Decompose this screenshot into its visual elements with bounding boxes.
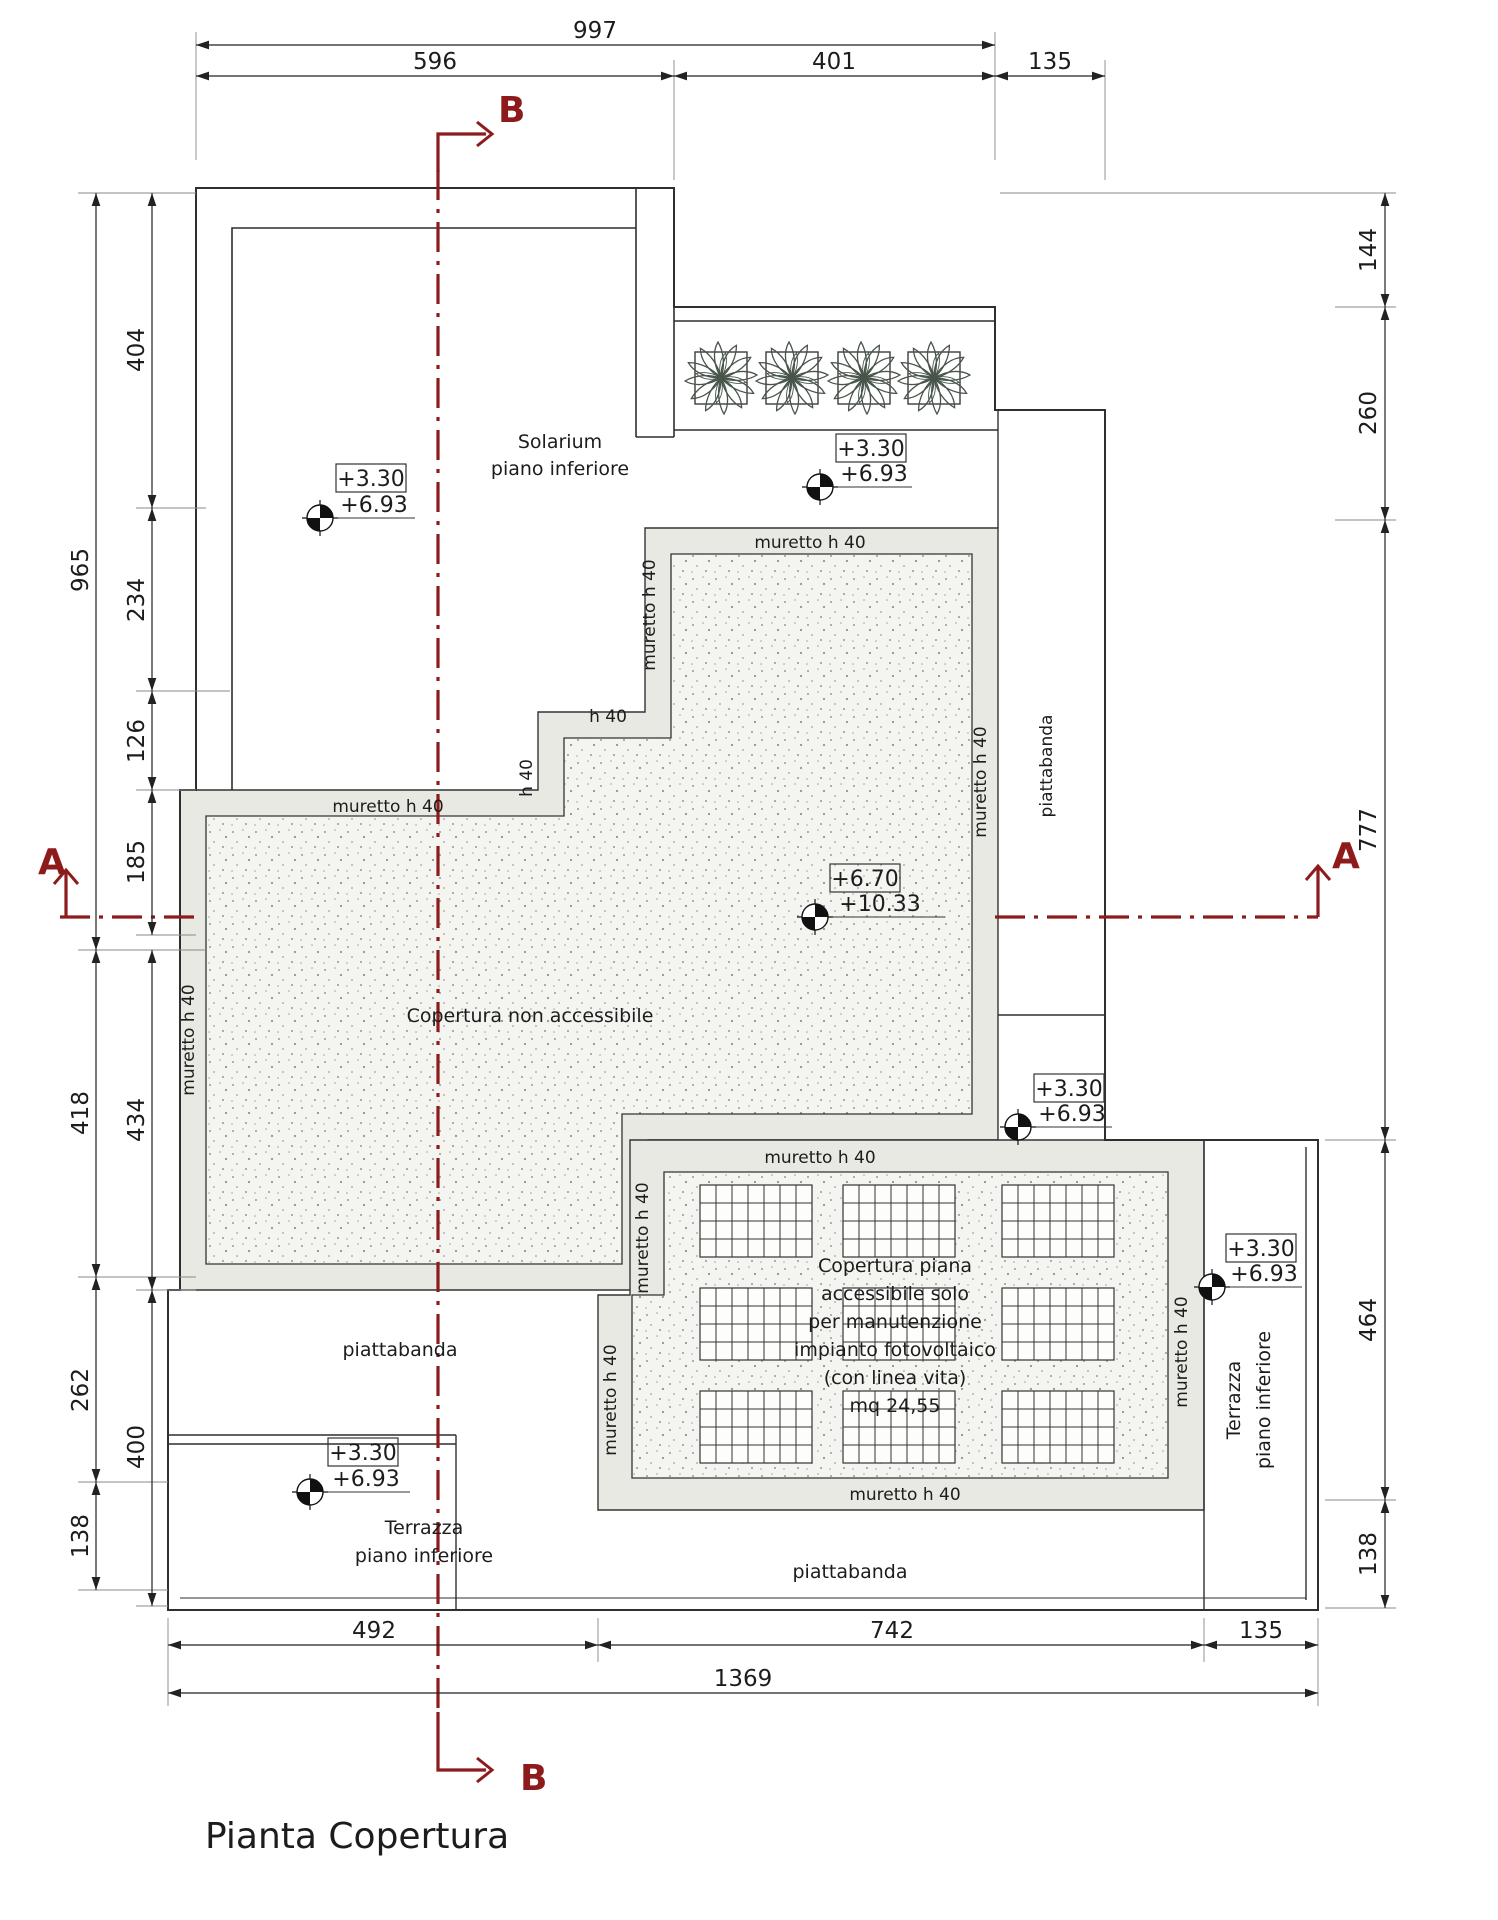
muretto-label: muretto h 40	[849, 1485, 961, 1505]
plant-icon	[828, 342, 900, 414]
solarium-label2: piano inferiore	[490, 458, 630, 480]
svg-text:+3.30: +3.30	[1227, 1237, 1295, 1262]
dim-label: 404	[124, 328, 150, 372]
plant-icon	[898, 342, 970, 414]
svg-text:+3.30: +3.30	[1035, 1077, 1103, 1102]
muretto-label: muretto h 40	[179, 984, 199, 1096]
svg-text:+6.93: +6.93	[332, 1467, 400, 1492]
dim-label: 135	[1239, 1618, 1283, 1644]
piattabanda-left-label: piattabanda	[342, 1339, 458, 1361]
muretto-label: muretto h 40	[640, 559, 660, 671]
dim-label: 418	[68, 1091, 94, 1135]
terrazza-left-label2: piano inferiore	[354, 1545, 494, 1567]
piattabanda-bottom-label: piattabanda	[792, 1561, 908, 1583]
muretto-label: muretto h 40	[764, 1148, 876, 1168]
dim-label: 1369	[713, 1666, 773, 1692]
level-marker-right-notch	[1000, 1074, 1112, 1145]
planter-icons	[685, 342, 970, 414]
solar-text: per manutenzione	[808, 1311, 982, 1333]
dim-label: 144	[1356, 228, 1382, 272]
level-marker-right-terrace	[1194, 1234, 1302, 1305]
muretto-label: muretto h 40	[754, 533, 866, 553]
level-marker-left-terrace	[292, 1438, 410, 1510]
copertura-label: Copertura non accessibile	[406, 1005, 654, 1027]
terrazza-right-label2: piano inferiore	[1253, 1330, 1275, 1470]
h40-label: h 40	[517, 759, 537, 797]
section-label-b-top: B	[498, 90, 526, 131]
dim-label: 262	[68, 1368, 94, 1412]
dim-label: 260	[1356, 391, 1382, 435]
dim-label: 126	[124, 719, 150, 763]
dim-label: 965	[68, 548, 94, 592]
svg-text:+10.33: +10.33	[839, 892, 921, 917]
terrazza-left-label: Terrazza	[384, 1517, 464, 1539]
dim-label: 742	[870, 1618, 914, 1644]
solar-text: (con linea vita)	[823, 1367, 967, 1389]
plant-icon	[756, 342, 828, 414]
dim-label: 997	[573, 18, 617, 44]
h40-label: h 40	[589, 707, 627, 727]
solarium-label: Solarium	[517, 431, 603, 453]
dim-label: 234	[124, 578, 150, 622]
dim-label: 185	[124, 840, 150, 884]
dim-label: 400	[124, 1425, 150, 1469]
svg-text:+6.93: +6.93	[340, 493, 408, 518]
solar-text: accessibile solo	[820, 1283, 970, 1305]
svg-text:+6.93: +6.93	[1230, 1262, 1298, 1287]
level-marker-solarium	[302, 464, 415, 536]
section-label-a-left: A	[38, 842, 66, 883]
level-marker-top-center	[802, 434, 912, 505]
dim-label: 464	[1356, 1298, 1382, 1342]
dim-label: 138	[68, 1514, 94, 1558]
piattabanda-label: piattabanda	[1037, 714, 1057, 818]
dim-label: 777	[1356, 808, 1382, 852]
svg-text:+3.30: +3.30	[337, 467, 405, 492]
muretto-label: muretto h 40	[1172, 1296, 1192, 1408]
solar-text: Copertura piana	[817, 1255, 973, 1277]
muretto-label: muretto h 40	[633, 1182, 653, 1294]
dim-label: 138	[1356, 1532, 1382, 1576]
dim-label: 596	[413, 49, 457, 75]
svg-text:+6.70: +6.70	[831, 867, 899, 892]
dim-label: 434	[124, 1098, 150, 1142]
svg-text:+6.93: +6.93	[840, 462, 908, 487]
drawing-title: Pianta Copertura	[205, 1816, 510, 1857]
dim-label: 135	[1028, 49, 1072, 75]
plant-icon	[685, 342, 757, 414]
section-label-b-bottom: B	[520, 1758, 548, 1799]
terrazza-right-label: Terrazza	[1223, 1360, 1245, 1440]
solar-text: impianto fotovoltaico	[794, 1339, 996, 1361]
dim-label: 401	[812, 49, 856, 75]
section-label-a-right: A	[1332, 836, 1360, 877]
muretto-label: muretto h 40	[332, 797, 444, 817]
muretto-label: muretto h 40	[601, 1344, 621, 1456]
svg-text:+3.30: +3.30	[329, 1441, 397, 1466]
svg-text:+3.30: +3.30	[837, 437, 905, 462]
svg-text:+6.93: +6.93	[1038, 1102, 1106, 1127]
solar-text: mq 24,55	[849, 1395, 941, 1417]
dim-label: 492	[352, 1618, 396, 1644]
muretto-label: muretto h 40	[971, 726, 991, 838]
